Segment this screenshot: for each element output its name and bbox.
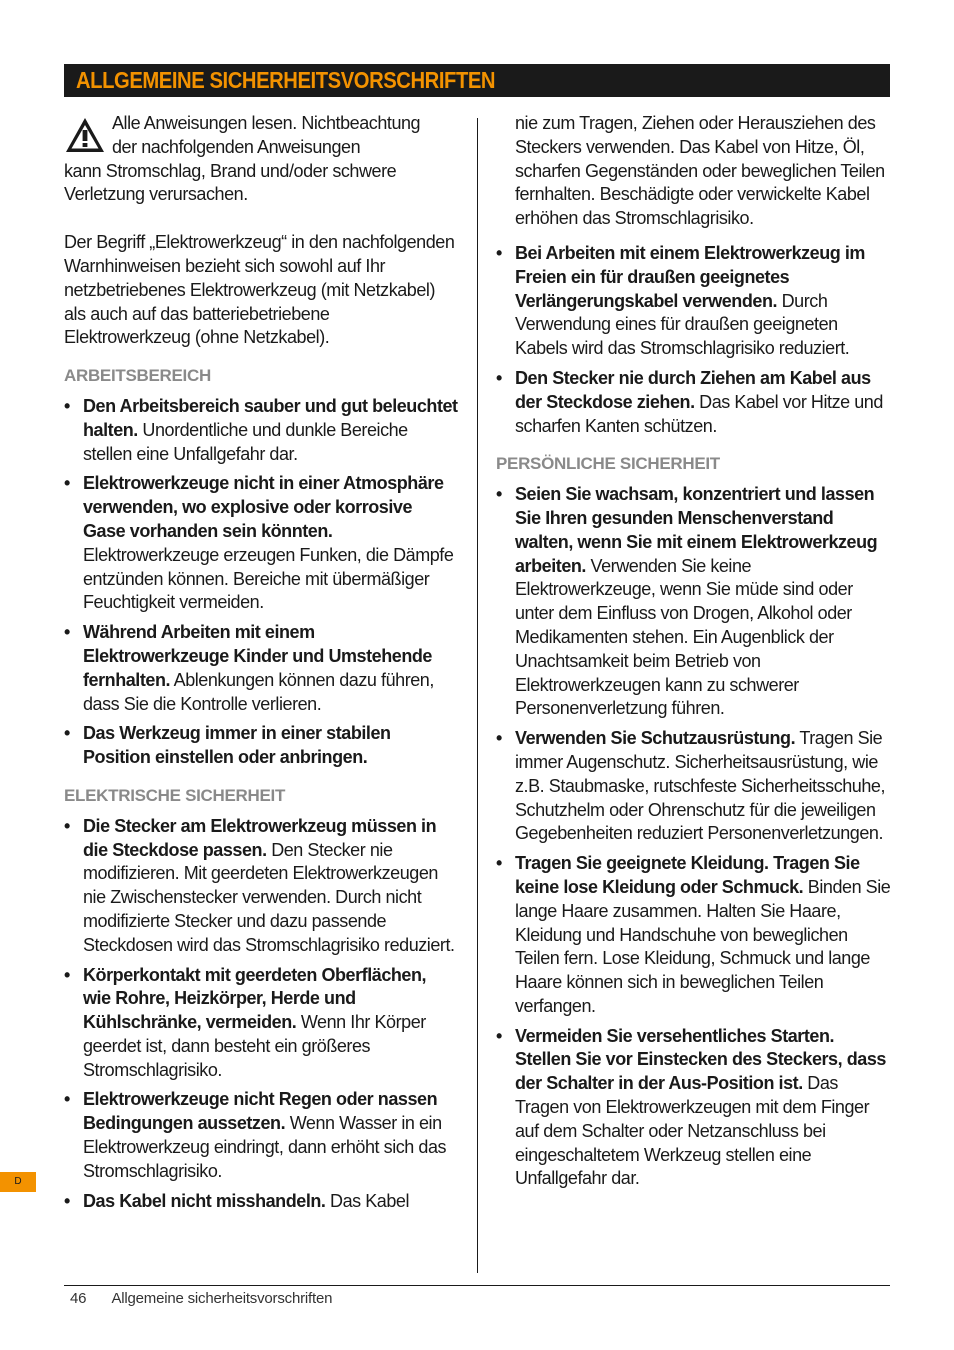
page-number: 46: [70, 1290, 87, 1307]
language-tab: D: [0, 1172, 36, 1192]
list-arbeitsbereich: [64, 395, 458, 770]
right-column: [496, 112, 891, 1197]
list-item: • Bei Arbeiten mit einem Elektrowerkzeug im Freien ein für draußen geeignetes Verlängerungskabel verwenden. Durch Verwendung eines für draußen geeigneten Kabels wird das Stromschlagrisiko reduziert.: [496, 242, 891, 361]
list-persoenliche-sicherheit: [496, 483, 891, 1191]
list-item: • Vermeiden Sie versehentliches Starten. Stellen Sie vor Einstecken des Steckers, dass der Schalter in der Aus-Position ist. Das Tragen von Elektrowerkzeugen mit dem Finger auf dem Schalter oder Netzanschluss bei eingeschaltetem Werkzeug stellen eine Unfallgefahr dar.: [496, 1025, 891, 1192]
footer-divider: [64, 1285, 890, 1286]
warning-line-1: Alle Anweisungen lesen. Nichtbeachtung: [112, 113, 421, 133]
list-item: • Tragen Sie geeignete Kleidung. Tragen Sie keine lose Kleidung oder Schmuck. Binden Sie lange Haare zusammen. Halten Sie Haare, Kleidung und Handschuhe von beweglichen Teilen fern. Lose Kleidung, Schmuck und lange Haare können sich in beweglichen Teilen verfangen.: [496, 852, 891, 1019]
list-item: • Die Stecker am Elektrowerkzeug müssen in die Steckdose passen. Den Stecker nie modifizieren. Mit geerdeten Elektrowerkzeugen nie Zwischenstecker verwenden. Durch nicht modifizierte Stecker und dazu passende Steckdosen wird das Stromschlagrisiko reduziert.: [64, 815, 458, 958]
list-item: • Den Stecker nie durch Ziehen am Kabel aus der Steckdose ziehen. Das Kabel vor Hitze und scharfen Kanten schützen.: [496, 367, 891, 438]
heading-arbeitsbereich: ARBEITSBEREICH: [64, 366, 211, 386]
list-item: • Das Werkzeug immer in einer stabilen Position einstellen oder anbringen.: [64, 722, 458, 770]
list-item: • Verwenden Sie Schutzausrüstung. Tragen Sie immer Augenschutz. Sicherheitsausrüstung, wie z.B. Staubmaske, rutschfeste Sicherheitsschuhe, Schutzhelm oder Ohrenschutz für die jeweiligen Gegebenheiten reduziert Personenverletzungen.: [496, 727, 891, 846]
warning-line-2: der nachfolgenden Anweisungen: [112, 136, 361, 157]
footer-label: Allgemeine sicherheitsvorschriften: [111, 1290, 333, 1307]
page-footer: [70, 1290, 332, 1307]
list-item: • Elektrowerkzeuge nicht Regen oder nassen Bedingungen aussetzen. Wenn Wasser in ein Elektrowerkzeug eindringt, dann erhöht sich das Stromschlagrisiko.: [64, 1088, 458, 1183]
list-item: • Das Kabel nicht misshandeln. Das Kabel: [64, 1190, 458, 1214]
page-title: ALLGEMEINE SICHERHEITSVORSCHRIFTEN: [76, 67, 496, 93]
section-title-bar: [64, 64, 890, 97]
list-item: • Elektrowerkzeuge nicht in einer Atmosphäre verwenden, wo explosive oder korrosive Gase vorhanden sein könnten. Elektrowerkzeuge erzeugen Funken, die Dämpfe entzünden können. Bereiche mit übermäßiger Feuchtigkeit vermeiden.: [64, 472, 458, 615]
list-elektrische-sicherheit-continued: [496, 242, 891, 438]
list-item: • Während Arbeiten mit einem Elektrowerkzeuge Kinder und Umstehende fernhalten. Ablenkungen können dazu führen, dass Sie die Kontrolle verlieren.: [64, 621, 458, 716]
continued-text: nie zum Tragen, Ziehen oder Herausziehen des Steckers verwenden. Das Kabel von Hitze, Öl, scharfen Gegenständen oder beweglichen Teilen fernhalten. Beschädigte oder verwickelte Kabel erhöhen das Stromschlagrisiko.: [515, 113, 885, 229]
definition-paragraph: Der Begriff „Elektrowerkzeug“ in den nachfolgenden Warnhinweisen bezieht sich sowohl auf Ihr netzbetriebenes Elektrowerkzeug (mit Netzkabel) als auch auf das batteriebetriebene Elektrowerkzeug (ohne Netzkabel).: [64, 232, 455, 348]
left-column: [64, 112, 458, 1219]
intro-warning: [64, 112, 458, 207]
list-elektrische-sicherheit: [64, 815, 458, 1214]
heading-elektrische-sicherheit: ELEKTRISCHE SICHERHEIT: [64, 785, 286, 805]
list-item: • Körperkontakt mit geerdeten Oberflächen, wie Rohre, Heizkörper, Herde und Kühlschränke, vermeiden. Wenn Ihr Körper geerdet ist, dann besteht ein größeres Stromschlagrisiko.: [64, 964, 458, 1083]
list-item: • Seien Sie wachsam, konzentriert und lassen Sie Ihren gesunden Menschenverstand walten, wenn Sie mit einem Elektrowerkzeug arbeiten. Verwenden Sie keine Elektrowerkzeuge, wenn Sie müde sind oder unter dem Einfluss von Drogen, Alkohol oder Medikamenten stehen. Ein Augenblick der Unachtsamkeit beim Betrieb von Elektrowerkzeugen kann zu schwerer Personenverletzung führen.: [496, 483, 891, 721]
heading-persoenliche-sicherheit: PERSÖNLICHE SICHERHEIT: [496, 454, 720, 474]
warning-triangle-icon: [64, 116, 106, 154]
column-divider: [477, 118, 478, 1273]
list-item: • Den Arbeitsbereich sauber und gut beleuchtet halten. Unordentliche und dunkle Bereiche stellen eine Unfallgefahr dar.: [64, 395, 458, 466]
warning-text: kann Stromschlag, Brand und/oder schwere Verletzung verursachen.: [64, 160, 397, 205]
